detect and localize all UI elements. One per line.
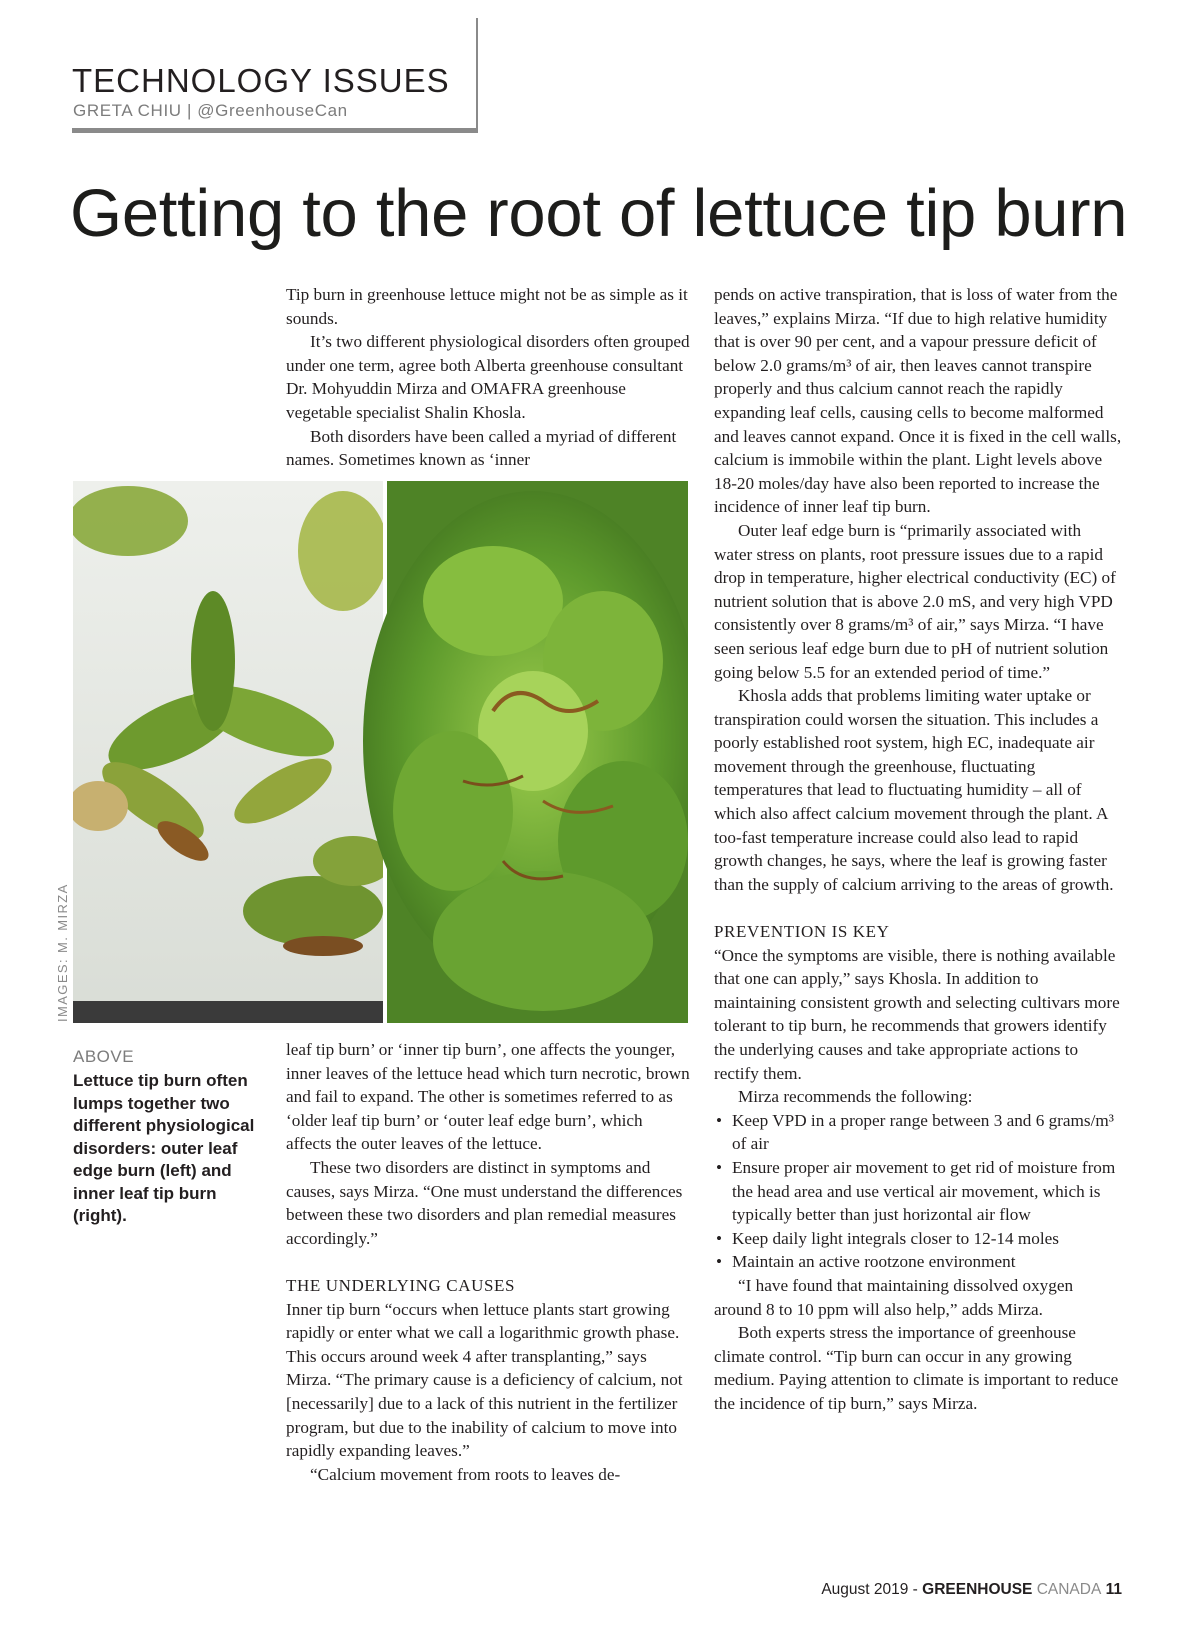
lettuce-photo (73, 481, 688, 1023)
paragraph: Khosla adds that problems limiting water uptake or transpiration could worsen the situation. This includes a poorly established root system, high EC, inadequate air movement through the greenhouse, fluctuating temperatures that lead to fluctuating humidity – all of which also affect calcium movement through the plant. A too-fast temperature increase could also lead to rapid growth changes, he says, where the leaf is growing faster than the supply of calcium arriving to the areas of growth. (714, 686, 1114, 894)
paragraph: Outer leaf edge burn is “primarily associated with water stress on plants, root pressure issues due to a rapid drop in temperature, higher electrical conductivity (EC) of nutrient solution that is above 2.0 mS, and very high VPD consistently over 8 grams/m³ of air,” says Mirza. “I have seen serious leaf edge burn due to pH of nutrient solution going below 5.5 for an extended period of time.” (714, 520, 1116, 682)
paragraph: Mirza recommends the following: (738, 1087, 973, 1107)
paragraph: Both experts stress the importance of greenhouse climate control. “Tip burn can occur in any growing medium. Paying attention to climate is important to reduce the incidence of tip burn,” says Mirza. (714, 1323, 1119, 1413)
list-item: • Keep daily light integrals closer to 12-14 moles (714, 1227, 1122, 1251)
caption-label: ABOVE (73, 1047, 135, 1066)
subhead-underlying-causes: THE UNDERLYING CAUSES (286, 1275, 516, 1295)
paragraph: Inner tip burn “occurs when lettuce plants start growing rapidly or enter what we call a logarithmic growth phase. This occurs around week 4 after transplanting,” says Mirza. “The primary cause is a deficiency of calcium, not [necessarily] due to a lack of this nutrient in the fertilizer program, but due to the inability of calcium to move into rapidly expanding leaves.” (286, 1299, 683, 1461)
paragraph: “Calcium movement from roots to leaves de- (310, 1464, 621, 1484)
magazine-name-country: CANADA (1032, 1581, 1102, 1598)
issue-date: August 2019 - (821, 1581, 923, 1598)
list-item: • Keep VPD in a proper range between 3 and 6 grams/m³ of air (714, 1109, 1122, 1156)
header-rule-vertical (476, 18, 478, 132)
lettuce-photo-illustration (73, 481, 688, 1023)
magazine-name: GREENHOUSE (922, 1581, 1033, 1598)
page-number: 11 (1101, 1581, 1122, 1598)
headline: Getting to the root of lettuce tip burn (70, 176, 1128, 251)
list-item: • Ensure proper air movement to get rid of moisture from the head area and use vertical air movement, which is typically better than just horizontal air flow (714, 1156, 1122, 1227)
list-item: • Maintain an active rootzone environment (714, 1250, 1122, 1274)
paragraph: It’s two different physiological disorders often grouped under one term, agree both Alberta greenhouse consultant Dr. Mohyuddin Mirza and OMAFRA greenhouse vegetable specialist Shalin Khosla. (286, 332, 690, 422)
paragraph: pends on active transpiration, that is loss of water from the leaves,” explains Mirza. “If due to high relative humidity that is over 90 per cent, and a vapour pressure deficit of below 2.0 grams/m³ of air, then leaves cannot transpire properly and thus calcium cannot reach the rapidly expanding leaf cells, causing cells to become malformed and leaves cannot expand. Once it is fixed in the cell walls, calcium is immobile within the plant. Light levels above 18-20 moles/day have also been reported to increase the incidence of inner leaf tip burn. (714, 285, 1122, 517)
body-column-1-bottom (286, 1038, 690, 1486)
photo-caption: Lettuce tip burn often lumps together two different physiological disorders: outer leaf edge burn (left) and inner leaf tip burn (right). (73, 1071, 255, 1225)
recommendation-list (714, 1109, 1122, 1274)
page-footer (821, 1581, 1122, 1599)
body-column-2 (714, 283, 1122, 1416)
paragraph: Both disorders have been called a myriad of different names. Sometimes known as ‘inner (286, 426, 677, 470)
paragraph: Tip burn in greenhouse lettuce might not be as simple as it sounds. (286, 285, 688, 328)
photo-credit: IMAGES: M. MIRZA (55, 883, 70, 1022)
subhead-prevention: PREVENTION IS KEY (714, 922, 890, 942)
section-title: TECHNOLOGY ISSUES (72, 62, 450, 99)
header-rule-horizontal (72, 128, 478, 133)
body-column-1-top (286, 283, 690, 472)
paragraph: “I have found that maintaining dissolved oxygen around 8 to 10 ppm will also help,” adds Mirza. (714, 1275, 1074, 1319)
paragraph: These two disorders are distinct in symptoms and causes, says Mirza. “One must understand the differences between these two disorders and plan remedial measures accordingly.” (286, 1157, 683, 1248)
byline: GRETA CHIU | @GreenhouseCan (73, 101, 348, 120)
paragraph: “Once the symptoms are visible, there is nothing available that one can apply,” says Khosla. In addition to maintaining consistent growth and selecting cultivars more tolerant to tip burn, he recommends that growers identify the underlying causes and take appropriate actions to rectify them. (714, 945, 1120, 1083)
paragraph: leaf tip burn’ or ‘inner tip burn’, one affects the younger, inner leaves of the lettuce head which turn necrotic, brown and fail to expand. The other is sometimes referred to as ‘older leaf tip burn’ or ‘outer leaf edge burn’, which affects the outer leaves of the lettuce. (286, 1040, 690, 1154)
